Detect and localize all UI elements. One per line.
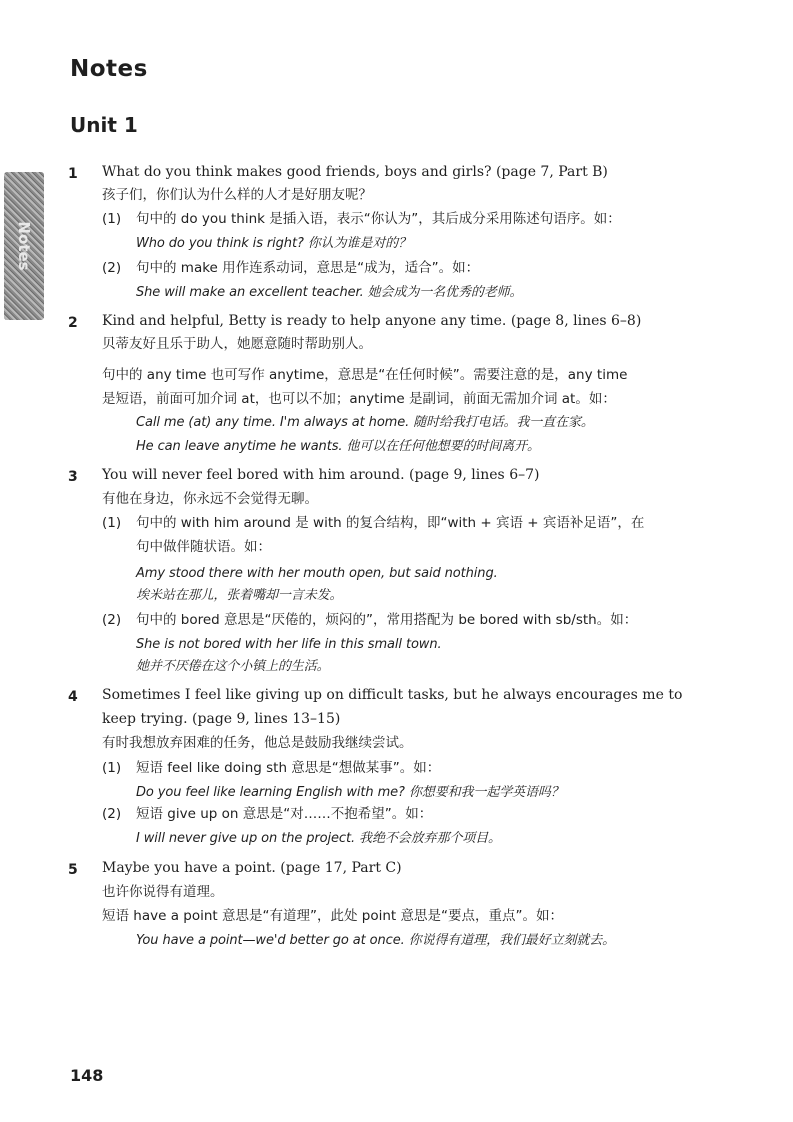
note-chinese: 有时我想放弃困难的任务，他总是鼓励我继续尝试。 bbox=[102, 735, 413, 751]
note-english: Sometimes I feel like giving up on difficult tasks, but he always encourages me to bbox=[102, 687, 683, 703]
item-example: Who do you think is right? 你认为谁是对的？ bbox=[136, 236, 411, 251]
note-number: 4 bbox=[68, 689, 78, 705]
item-example: Amy stood there with her mouth open, but said nothing. bbox=[136, 566, 498, 581]
note-example: He can leave anytime he wants. 他可以在任何他想要的时间离开。 bbox=[136, 439, 540, 454]
item-text: 短语 feel like doing sth 意思是“想做某事”。如： bbox=[136, 760, 441, 776]
item-example: She will make an excellent teacher. 她会成为一名优秀的老师。 bbox=[136, 285, 523, 300]
note-paragraph: 是短语，前面可加介词 at，也可以不加；anytime 是副词，前面无需加介词 at。如： bbox=[102, 391, 616, 407]
item-text: 短语 give up on 意思是“对……不抱希望”。如： bbox=[136, 806, 433, 822]
note-number: 2 bbox=[68, 315, 78, 331]
note-english: Kind and helpful, Betty is ready to help anyone any time. (page 8, lines 6–8) bbox=[102, 313, 642, 329]
note-chinese: 贝蒂友好且乐于助人，她愿意随时帮助别人。 bbox=[102, 336, 372, 352]
item-example: She is not bored with her life in this small town. bbox=[136, 637, 442, 652]
item-label: (2) bbox=[102, 806, 122, 822]
note-paragraph: 短语 have a point 意思是“有道理”，此处 point 意思是“要点，重点”。如： bbox=[102, 908, 563, 924]
item-label: (1) bbox=[102, 211, 122, 227]
note-chinese: 也许你说得有道理。 bbox=[102, 884, 224, 900]
item-text: 句中做伴随状语。如： bbox=[136, 539, 271, 555]
side-tab bbox=[4, 172, 44, 320]
page-title: Notes bbox=[70, 56, 148, 82]
note-example: You have a point—we'd better go at once. 你说得有道理，我们最好立刻就去。 bbox=[136, 933, 616, 948]
item-example: Do you feel like learning English with me? 你想要和我一起学英语吗？ bbox=[136, 785, 564, 800]
item-text: 句中的 do you think 是插入语，表示“你认为”，其后成分采用陈述句语序。如： bbox=[136, 211, 621, 227]
note-example: Call me (at) any time. I'm always at home. 随时给我打电话。我一直在家。 bbox=[136, 415, 594, 430]
unit-title: Unit 1 bbox=[70, 113, 138, 137]
item-text: 句中的 make 用作连系动词，意思是“成为，适合”。如： bbox=[136, 260, 480, 276]
item-label: (1) bbox=[102, 760, 122, 776]
note-chinese: 有他在身边，你永远不会觉得无聊。 bbox=[102, 491, 318, 507]
note-paragraph: 句中的 any time 也可写作 anytime，意思是“在任何时候”。需要注意的是，any time bbox=[102, 367, 628, 383]
item-text: 句中的 with him around 是 with 的复合结构，即“with + 宾语 + 宾语补足语”，在 bbox=[136, 515, 645, 531]
note-english: What do you think makes good friends, boys and girls? (page 7, Part B) bbox=[102, 164, 608, 180]
side-tab-label: Notes bbox=[15, 221, 33, 271]
note-english: keep trying. (page 9, lines 13–15) bbox=[102, 711, 341, 727]
page-number: 148 bbox=[70, 1066, 104, 1085]
item-example-translation: 她并不厌倦在这个小镇上的生活。 bbox=[136, 659, 330, 674]
item-text: 句中的 bored 意思是“厌倦的，烦闷的”，常用搭配为 be bored with sb/sth。如： bbox=[136, 612, 638, 628]
item-label: (2) bbox=[102, 260, 122, 276]
item-example-translation: 埃米站在那儿，张着嘴却一言未发。 bbox=[136, 588, 343, 603]
item-example: I will never give up on the project. 我绝不会放弃那个项目。 bbox=[136, 831, 501, 846]
item-label: (1) bbox=[102, 515, 122, 531]
note-number: 1 bbox=[68, 166, 78, 182]
note-chinese: 孩子们，你们认为什么样的人才是好朋友呢？ bbox=[102, 187, 372, 203]
note-number: 3 bbox=[68, 469, 78, 485]
item-label: (2) bbox=[102, 612, 122, 628]
note-number: 5 bbox=[68, 862, 78, 878]
note-english: You will never feel bored with him around. (page 9, lines 6–7) bbox=[102, 467, 540, 483]
note-english: Maybe you have a point. (page 17, Part C) bbox=[102, 860, 402, 876]
